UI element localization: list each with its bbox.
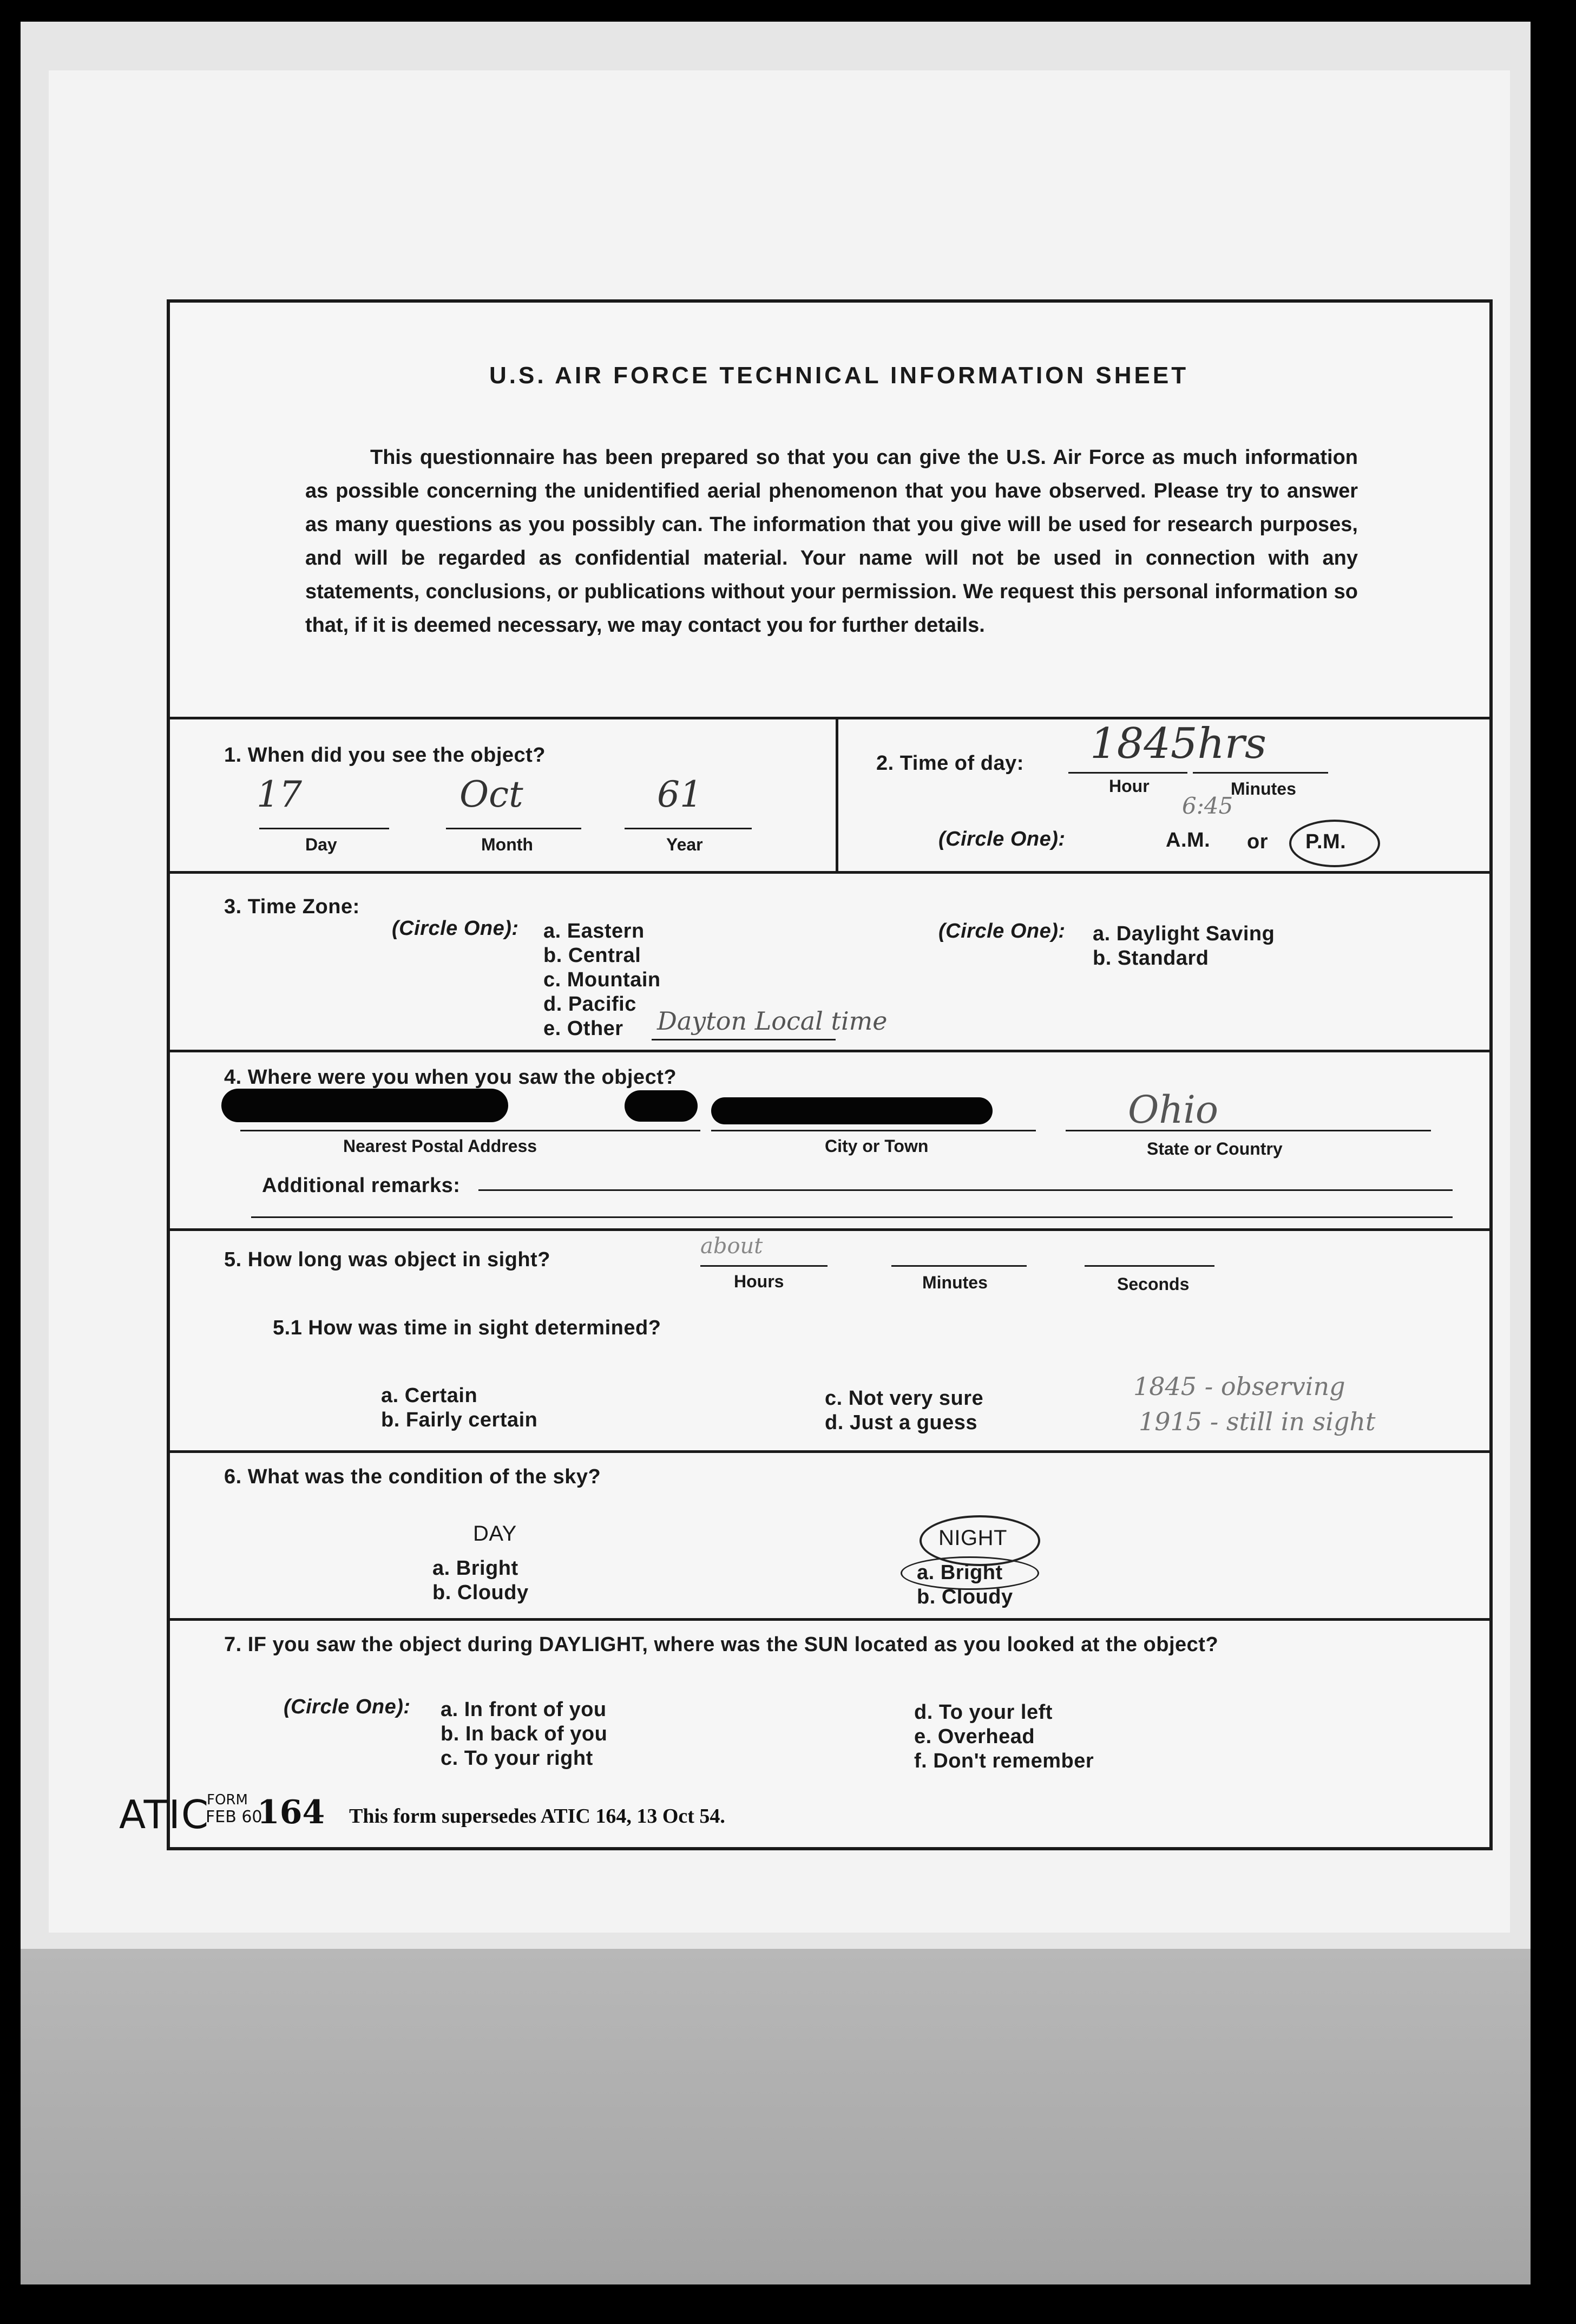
remarks-line-2 (251, 1216, 1453, 1218)
time-note-1: 1845 - observing (1133, 1372, 1345, 1401)
night-bright: a. Bright (917, 1561, 1003, 1584)
minutes-label: Minutes (1231, 779, 1296, 798)
redaction-city-2 (711, 1097, 993, 1124)
night-bright-circle (901, 1556, 1039, 1590)
option-just-a-guess: d. Just a guess (825, 1411, 978, 1434)
sun-overhead: e. Overhead (914, 1725, 1035, 1748)
question-2: 2. Time of day: (876, 752, 1024, 775)
divider (170, 1450, 1489, 1453)
or-text: or (1247, 830, 1268, 853)
day-cloudy: b. Cloudy (432, 1581, 529, 1604)
minutes-label-q5: Minutes (922, 1273, 988, 1292)
hours-label: Hours (734, 1272, 784, 1291)
zone-central: b. Central (543, 944, 641, 967)
day-label: Day (305, 835, 337, 854)
sun-in-front: a. In front of you (441, 1698, 607, 1721)
zone-circle-one-label: (Circle One): (392, 917, 519, 940)
zone-pacific: d. Pacific (543, 993, 636, 1016)
city-label: City or Town (825, 1136, 929, 1156)
saving-circle-one-label: (Circle One): (938, 920, 1066, 942)
form-box (167, 299, 1493, 1850)
sun-dont-remember: f. Don't remember (914, 1750, 1094, 1772)
question-3: 3. Time Zone: (224, 895, 360, 918)
city-line (711, 1130, 1036, 1131)
divider (170, 871, 1489, 874)
footer-form-word: FORM (207, 1792, 248, 1808)
remarks-label: Additional remarks: (262, 1174, 461, 1197)
pm-circle (1289, 820, 1380, 867)
intro-paragraph (305, 441, 1358, 642)
month-line (446, 828, 581, 829)
day-line (259, 828, 389, 829)
scan-lower-area (21, 1949, 1531, 2284)
sun-circle-one-label: (Circle One): (284, 1695, 411, 1718)
state-label: State or Country (1147, 1139, 1283, 1158)
am-option: A.M. (1166, 829, 1211, 852)
option-fairly-certain: b. Fairly certain (381, 1409, 538, 1431)
time-note-2: 1915 - still in sight (1139, 1407, 1376, 1436)
divider (170, 1228, 1489, 1231)
state-line (1066, 1130, 1431, 1131)
time-secondary-value: 6:45 (1182, 793, 1233, 819)
day-bright: a. Bright (432, 1557, 518, 1580)
option-certain: a. Certain (381, 1384, 478, 1407)
hour-label: Hour (1109, 776, 1150, 796)
state-value: Ohio (1128, 1088, 1219, 1132)
year-line (625, 828, 752, 829)
month-value: Oct (459, 774, 523, 815)
remarks-line-1 (478, 1189, 1453, 1191)
standard-option: b. Standard (1093, 947, 1209, 970)
time-circle-one-label: (Circle One): (938, 828, 1066, 850)
redaction-city-1 (625, 1090, 698, 1122)
divider (836, 717, 838, 871)
year-label: Year (666, 835, 703, 854)
minutes-line (1193, 772, 1328, 774)
divider (170, 1618, 1489, 1621)
footer-form-date: FEB 60 (206, 1808, 262, 1827)
question-1: 1. When did you see the object? (224, 744, 546, 767)
footer-form-number: 164 (257, 1793, 325, 1831)
seconds-line (1085, 1265, 1214, 1267)
hours-value: about (700, 1234, 763, 1259)
postal-line (240, 1130, 700, 1131)
sun-in-back: b. In back of you (441, 1723, 608, 1745)
sun-to-right: c. To your right (441, 1747, 593, 1770)
day-value: 17 (257, 774, 302, 815)
seconds-label: Seconds (1117, 1274, 1190, 1294)
divider (170, 717, 1489, 719)
daylight-saving-option: a. Daylight Saving (1093, 922, 1275, 945)
month-label: Month (481, 835, 533, 854)
zone-other-value: Dayton Local time (657, 1006, 888, 1036)
form-page (49, 70, 1510, 1933)
option-not-very-sure: c. Not very sure (825, 1387, 984, 1410)
form-title: U.S. AIR FORCE TECHNICAL INFORMATION SHEET (489, 362, 1189, 389)
postal-label: Nearest Postal Address (343, 1136, 537, 1156)
question-5: 5. How long was object in sight? (224, 1248, 550, 1271)
question-4: 4. Where were you when you saw the object? (224, 1066, 677, 1089)
night-heading: NIGHT (938, 1526, 1007, 1550)
night-cloudy: b. Cloudy (917, 1586, 1013, 1608)
zone-eastern: a. Eastern (543, 920, 645, 942)
question-6: 6. What was the condition of the sky? (224, 1465, 601, 1488)
pm-option: P.M. (1305, 830, 1347, 853)
footer-note: This form supersedes ATIC 164, 13 Oct 54. (349, 1805, 725, 1828)
redaction-address (221, 1089, 508, 1122)
divider (170, 1050, 1489, 1052)
time-value: 1845hrs (1090, 719, 1267, 768)
zone-other: e. Other (543, 1017, 623, 1040)
question-5-1: 5.1 How was time in sight determined? (273, 1317, 661, 1339)
sun-to-left: d. To your left (914, 1701, 1053, 1724)
hours-line (700, 1265, 828, 1267)
footer-atic: ATIC (119, 1792, 210, 1837)
intro-text: This questionnaire has been prepared so that you can give the U.S. Air Force as much information as possible concerning the unidentified aerial phenomenon that you have observed. Please try to answer as many questions as you possibly can. The information that you give will be used for research purposes, and will be regarded as confidential material. Your name will not be used in connection with any statements, conclusions, or publications without your permission. We request this personal information so that, if it is deemed necessary, we may contact you for further details. (305, 446, 1358, 637)
day-heading: DAY (473, 1522, 517, 1546)
year-value: 61 (657, 774, 702, 815)
zone-mountain: c. Mountain (543, 968, 661, 991)
minutes-line-q5 (891, 1265, 1027, 1267)
other-line (652, 1039, 836, 1040)
question-7: 7. IF you saw the object during DAYLIGHT, where was the SUN located as you looked at the object? (224, 1633, 1219, 1656)
hour-line (1068, 772, 1187, 774)
